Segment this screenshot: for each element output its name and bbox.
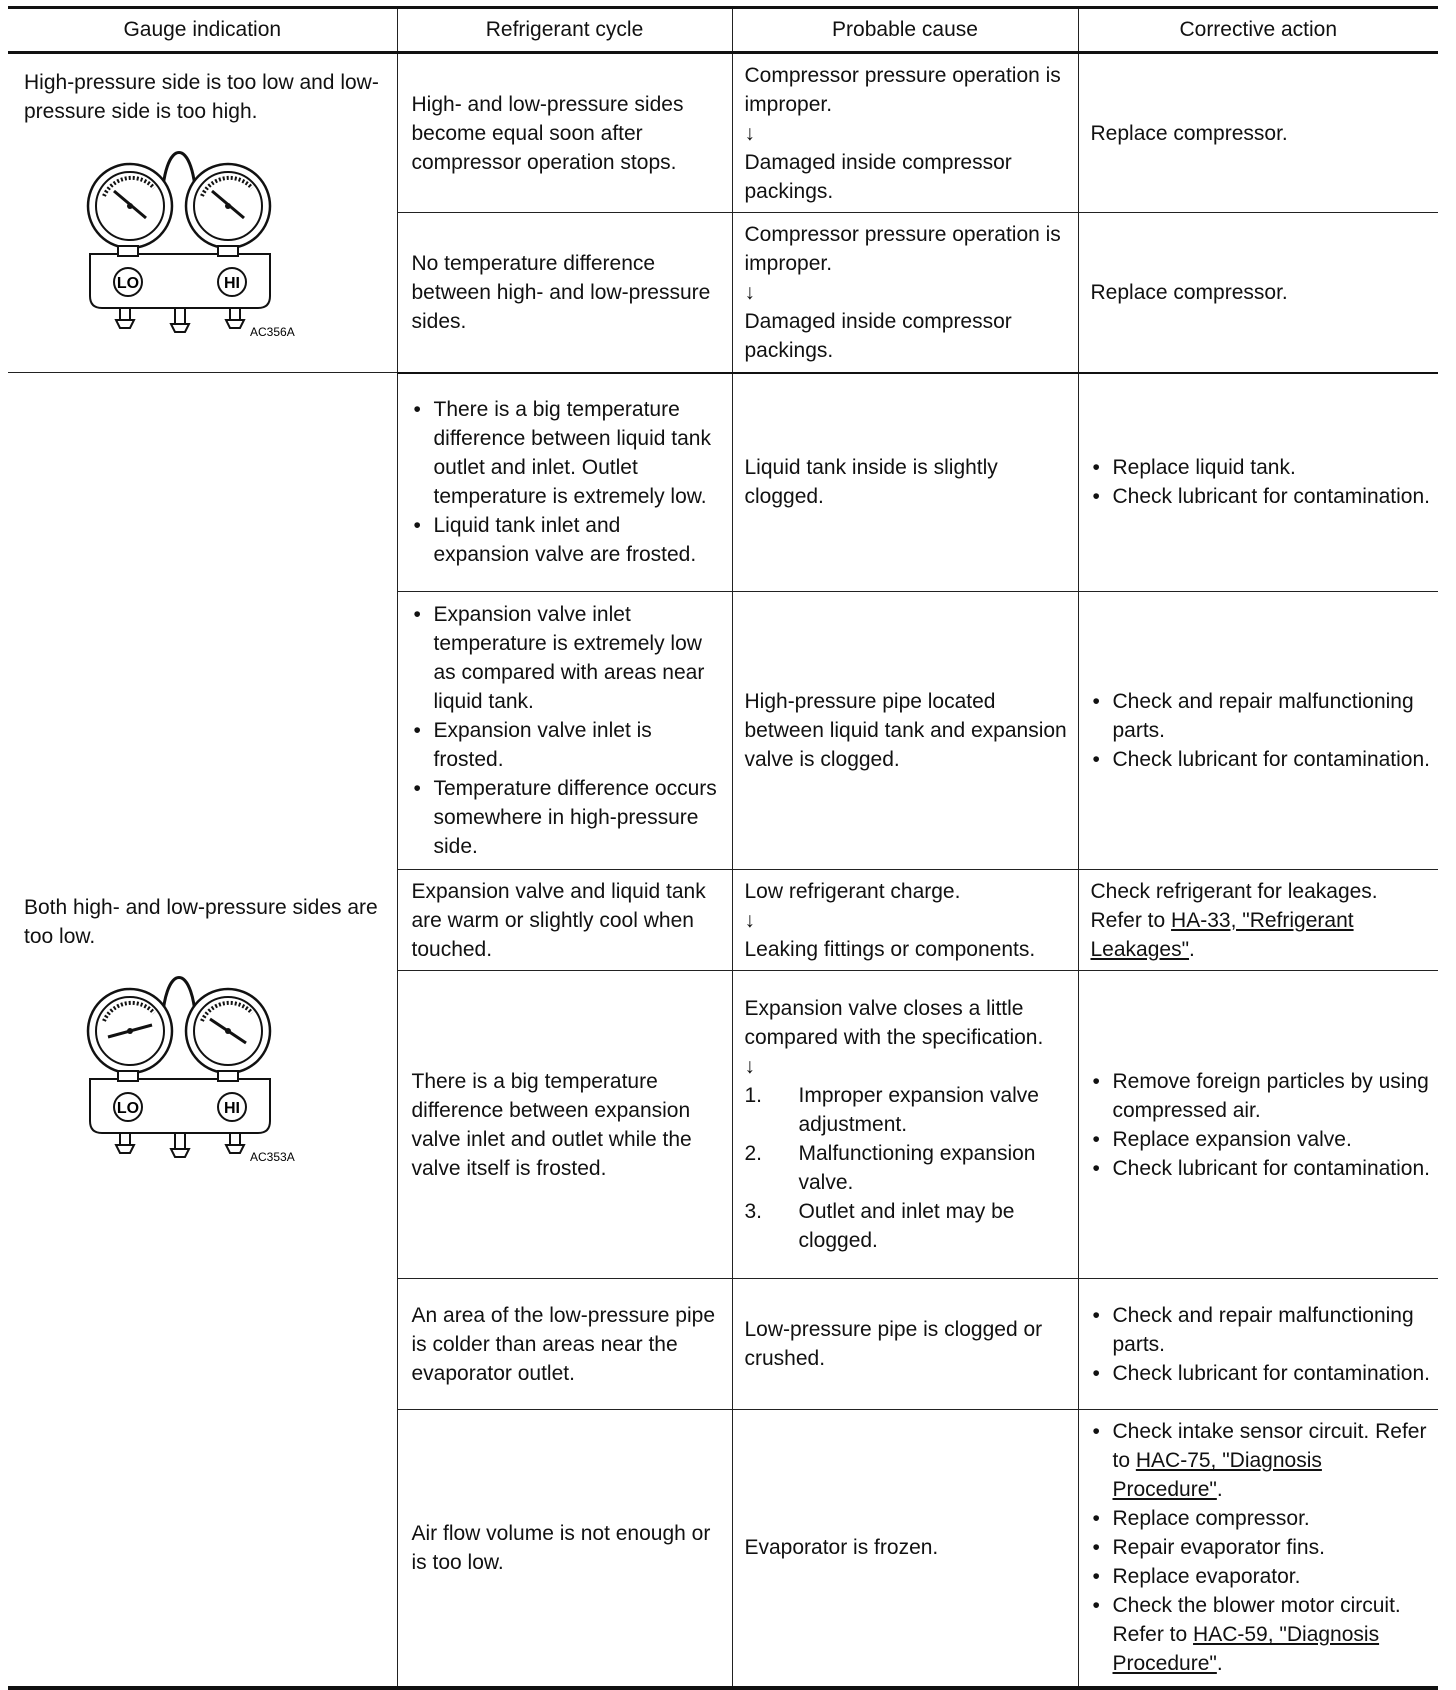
refrigerant-cycle-cell: Air flow volume is not enough or is too low. xyxy=(397,1410,732,1688)
refrigerant-cycle-cell: High- and low-pressure sides become equal soon after compressor operation stops. xyxy=(397,53,732,213)
refrigerant-cycle-cell: There is a big temperature difference between expansion valve inlet and outlet while the valve itself is frosted. xyxy=(397,971,732,1279)
header-probable-cause: Probable cause xyxy=(732,8,1078,53)
list-item: • Check intake sensor circuit. Refer to HAC-75, "Diagnosis Procedure". xyxy=(1091,1417,1431,1504)
list-item: • Check the blower motor circuit. Refer to HAC-59, "Diagnosis Procedure". xyxy=(1091,1591,1431,1678)
lo-label: LO xyxy=(116,1100,140,1118)
table-header-row xyxy=(8,8,1438,53)
list-item: • Expansion valve inlet is frosted. xyxy=(412,716,720,774)
list-item: 3. Outlet and inlet may be clogged. xyxy=(744,1200,1015,1252)
hac-75-link[interactable]: HAC-75, "Diagnosis Procedure" xyxy=(1112,1449,1322,1502)
list-item: • Check and repair malfunctioning parts. xyxy=(1091,1301,1431,1359)
hi-label: HI xyxy=(224,1100,240,1118)
refrigerant-cycle-cell xyxy=(397,373,732,592)
probable-cause-cell: Expansion valve closes a little compared with the specification. ↓ 1. Improper expansion valve adjustment. 2. Malfunctioning expansion valve. 3. Outlet and inlet may be clogged. xyxy=(732,971,1078,1279)
list-item: 1. Improper expansion valve adjustment. xyxy=(744,1084,1039,1136)
list-item: • Liquid tank inlet and expansion valve are frosted. xyxy=(412,511,720,569)
down-arrow: ↓ xyxy=(744,280,755,304)
corrective-action-cell xyxy=(1078,373,1438,592)
list-item: • Check lubricant for contamination. xyxy=(1091,482,1431,511)
corrective-action-cell xyxy=(1078,592,1438,870)
list-item: • Replace compressor. xyxy=(1091,1504,1431,1533)
down-arrow: ↓ xyxy=(744,121,755,145)
diagnosis-table-page xyxy=(8,6,1438,1690)
corrective-action-cell: Replace compressor. xyxy=(1078,213,1438,373)
down-arrow: ↓ xyxy=(744,908,755,932)
table-row xyxy=(8,53,1438,213)
list-item: • Check lubricant for contamination. xyxy=(1091,1359,1431,1388)
probable-cause-cell: Compressor pressure operation is improper. ↓ Damaged inside compressor packings. xyxy=(732,213,1078,373)
probable-cause-cell: High-pressure pipe located between liquid tank and expansion valve is clogged. xyxy=(732,592,1078,870)
list-item: • Replace liquid tank. xyxy=(1091,453,1431,482)
list-item: 2. Malfunctioning expansion valve. xyxy=(744,1142,1036,1194)
refrigerant-cycle-cell xyxy=(397,592,732,870)
corrective-action-cell xyxy=(1078,1410,1438,1688)
ha-33-link[interactable]: HA-33, "Refrigerant Leakages" xyxy=(1090,908,1354,961)
corrective-action-cell xyxy=(1078,971,1438,1279)
refrigerant-cycle-cell: No temperature difference between high- and low-pressure sides. xyxy=(397,213,732,373)
refrigerant-cycle-cell: Expansion valve and liquid tank are warm or slightly cool when touched. xyxy=(397,870,732,971)
gauge-indication-text: Both high- and low-pressure sides are too low. xyxy=(24,896,378,949)
lo-label: LO xyxy=(116,275,140,292)
gauge-indication-cell xyxy=(8,373,397,1688)
corrective-action-cell xyxy=(1078,1279,1438,1410)
refrigerant-cycle-cell: An area of the low-pressure pipe is colder than areas near the evaporator outlet. xyxy=(397,1279,732,1410)
probable-cause-cell: Liquid tank inside is slightly clogged. xyxy=(732,373,1078,592)
probable-cause-cell: Compressor pressure operation is improper. ↓ Damaged inside compressor packings. xyxy=(732,53,1078,213)
list-item: • Check lubricant for contamination. xyxy=(1091,1154,1431,1183)
corrective-action-cell: Check refrigerant for leakages. Refer to HA-33, "Refrigerant Leakages". xyxy=(1078,870,1438,971)
down-arrow: ↓ xyxy=(744,1055,755,1078)
table-row xyxy=(8,373,1438,592)
list-item: • Temperature difference occurs somewhere in high-pressure side. xyxy=(412,774,720,861)
list-item: • Replace expansion valve. xyxy=(1091,1125,1431,1154)
probable-cause-cell: Low refrigerant charge. ↓ Leaking fittings or components. xyxy=(732,870,1078,971)
hi-label: HI xyxy=(224,275,240,292)
manifold-gauge-figure xyxy=(84,961,295,1171)
manifold-gauge-figure xyxy=(84,136,295,346)
list-item: • There is a big temperature difference between liquid tank outlet and inlet. Outlet temperature is extremely low. xyxy=(412,395,720,511)
hac-59-link[interactable]: HAC-59, "Diagnosis Procedure" xyxy=(1112,1623,1380,1676)
corrective-action-cell: Replace compressor. xyxy=(1078,53,1438,213)
header-refrigerant-cycle: Refrigerant cycle xyxy=(397,8,732,53)
diagnosis-table xyxy=(8,6,1438,1690)
header-corrective-action: Corrective action xyxy=(1078,8,1438,53)
list-item: • Expansion valve inlet temperature is extremely low as compared with areas near liquid tank. xyxy=(412,600,720,716)
list-item: • Repair evaporator fins. xyxy=(1091,1533,1431,1562)
probable-cause-cell: Evaporator is frozen. xyxy=(732,1410,1078,1688)
gauge-indication-text: High-pressure side is too low and low-pressure side is too high. xyxy=(24,71,379,123)
list-item: • Check lubricant for contamination. xyxy=(1091,745,1431,774)
list-item: • Remove foreign particles by using compressed air. xyxy=(1091,1067,1431,1125)
gauge-indication-cell xyxy=(8,53,397,373)
header-gauge-indication: Gauge indication xyxy=(8,8,397,53)
list-item: • Replace evaporator. xyxy=(1091,1562,1431,1591)
figure-code: AC356A xyxy=(250,325,295,339)
list-item: • Check and repair malfunctioning parts. xyxy=(1091,687,1431,745)
probable-cause-cell: Low-pressure pipe is clogged or crushed. xyxy=(732,1279,1078,1410)
figure-code: AC353A xyxy=(250,1150,295,1165)
